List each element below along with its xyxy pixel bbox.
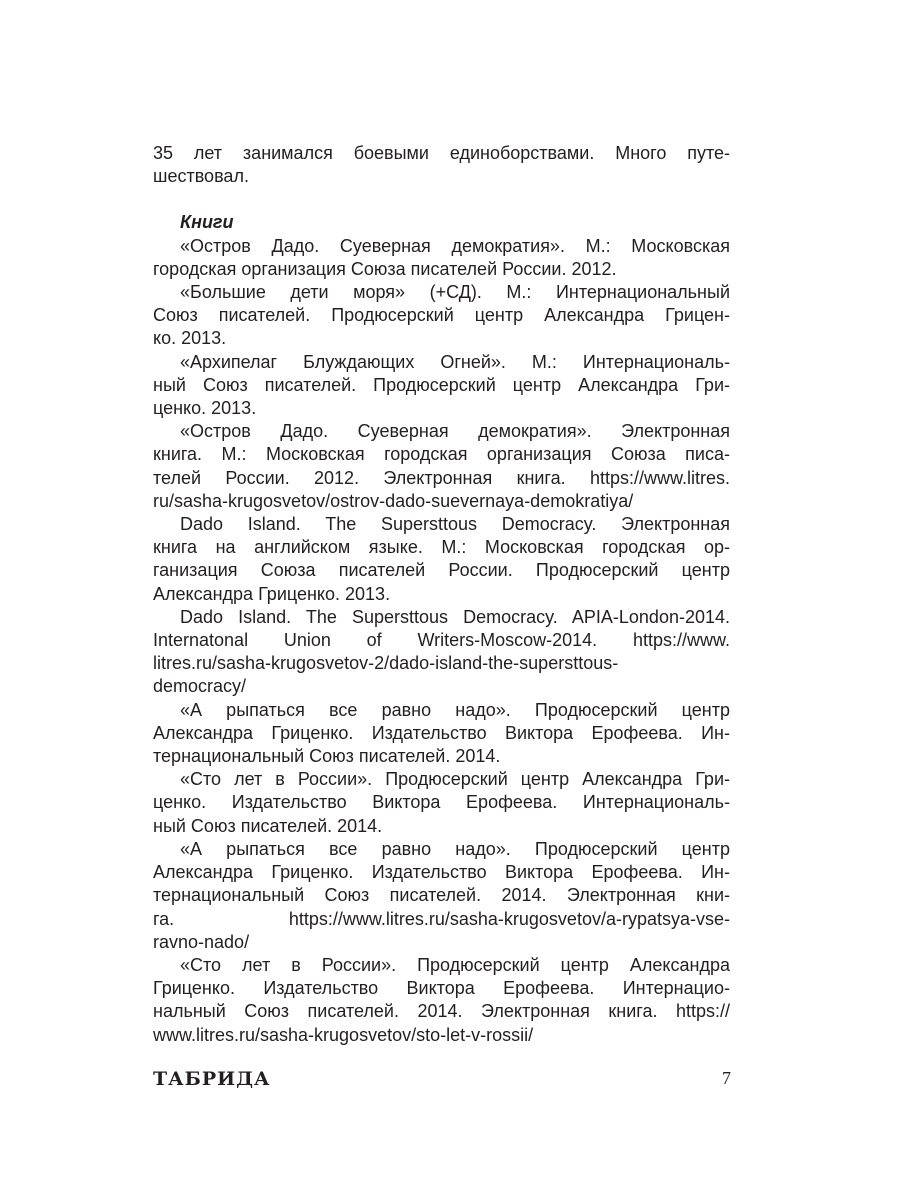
book-entry bbox=[153, 235, 730, 281]
intro-paragraph bbox=[153, 142, 730, 188]
text-line: Гриценко. Издательство Виктора Ерофеева. Интернацио- bbox=[153, 978, 730, 999]
section-heading-books: Книги bbox=[180, 212, 234, 233]
text-line: 35 лет занимался боевыми единоборствами. Много путе- bbox=[153, 143, 730, 163]
book-entry bbox=[153, 954, 730, 1047]
text-line: ravno-nado/ bbox=[153, 931, 250, 952]
book-entry bbox=[153, 606, 730, 699]
text-line: Союз писателей. Продюсерский центр Александра Грицен- bbox=[153, 305, 730, 326]
book-list bbox=[153, 235, 730, 1047]
text-line: www.litres.ru/sasha-krugosvetov/sto-let-v-rossii/ bbox=[153, 1024, 534, 1045]
book-entry bbox=[153, 699, 730, 769]
book-entry bbox=[153, 838, 730, 954]
text-line: «А рыпаться все равно надо». Продюсерский центр bbox=[180, 699, 730, 720]
text-line: шествовал. bbox=[153, 166, 249, 187]
text-line: тернациональный Союз писателей. 2014. bbox=[153, 746, 501, 767]
book-entry bbox=[153, 768, 730, 838]
text-line: litres.ru/sasha-krugosvetov-2/dado-island-the-supersttous- bbox=[153, 653, 619, 674]
text-line: ко. 2013. bbox=[153, 328, 227, 349]
text-line: тернациональный Союз писателей. 2014. Электронная кни- bbox=[153, 885, 730, 906]
publisher-logo: ТАБРИДА bbox=[153, 1068, 271, 1090]
book-entry bbox=[153, 351, 730, 421]
text-line: «А рыпаться все равно надо». Продюсерский центр bbox=[180, 838, 730, 859]
book-entry bbox=[153, 513, 730, 606]
page-body bbox=[153, 142, 730, 1047]
text-line: Internatonal Union of Writers-Moscow-2014. https://www. bbox=[153, 630, 730, 651]
text-line: Александра Гриценко. Издательство Виктора Ерофеева. Ин- bbox=[153, 722, 730, 743]
text-line: ценко. 2013. bbox=[153, 398, 257, 419]
book-entry bbox=[153, 281, 730, 351]
text-line: книга. М.: Московская городская организация Союза писа- bbox=[153, 444, 730, 465]
text-line: га. https://www.litres.ru/sasha-krugosvetov/a-rypatsya-vse- bbox=[153, 908, 730, 929]
text-line: ный Союз писателей. 2014. bbox=[153, 815, 383, 836]
text-line: Александра Гриценко. 2013. bbox=[153, 583, 391, 604]
text-line: ru/sasha-krugosvetov/ostrov-dado-suevernaya-demokratiya/ bbox=[153, 490, 634, 511]
text-line: «Остров Дадо. Суеверная демократия». Электронная bbox=[180, 421, 730, 442]
text-line: ганизация Союза писателей России. Продюсерский центр bbox=[153, 560, 730, 581]
text-line: «Большие дети моря» (+СД). М.: Интернациональный bbox=[180, 282, 730, 303]
text-line: телей России. 2012. Электронная книга. https://www.litres. bbox=[153, 467, 730, 488]
text-line: «Архипелаг Блуждающих Огней». М.: Интернациональ- bbox=[180, 351, 730, 372]
text-line: Александра Гриценко. Издательство Виктора Ерофеева. Ин- bbox=[153, 862, 730, 883]
book-entry bbox=[153, 420, 730, 513]
text-line: «Сто лет в России». Продюсерский центр Александра Гри- bbox=[180, 769, 730, 790]
page-number: 7 bbox=[722, 1068, 731, 1088]
text-line: ный Союз писателей. Продюсерский центр Александра Гри- bbox=[153, 374, 730, 395]
text-line: «Остров Дадо. Суеверная демократия». М.: Московская bbox=[180, 235, 730, 256]
text-line: «Сто лет в России». Продюсерский центр Александра bbox=[180, 954, 730, 975]
text-line: Dado Island. The Supersttous Democracy. APIA-London-2014. bbox=[180, 606, 730, 627]
text-line: книга на английском языке. М.: Московская городская ор- bbox=[153, 537, 730, 558]
text-line: нальный Союз писателей. 2014. Электронная книга. https:// bbox=[153, 1001, 730, 1022]
text-line: ценко. Издательство Виктора Ерофеева. Интернациональ- bbox=[153, 792, 730, 813]
text-line: Dado Island. The Supersttous Democracy. Электронная bbox=[180, 514, 730, 535]
text-line: democracy/ bbox=[153, 676, 247, 697]
text-line: городская организация Союза писателей России. 2012. bbox=[153, 258, 617, 279]
